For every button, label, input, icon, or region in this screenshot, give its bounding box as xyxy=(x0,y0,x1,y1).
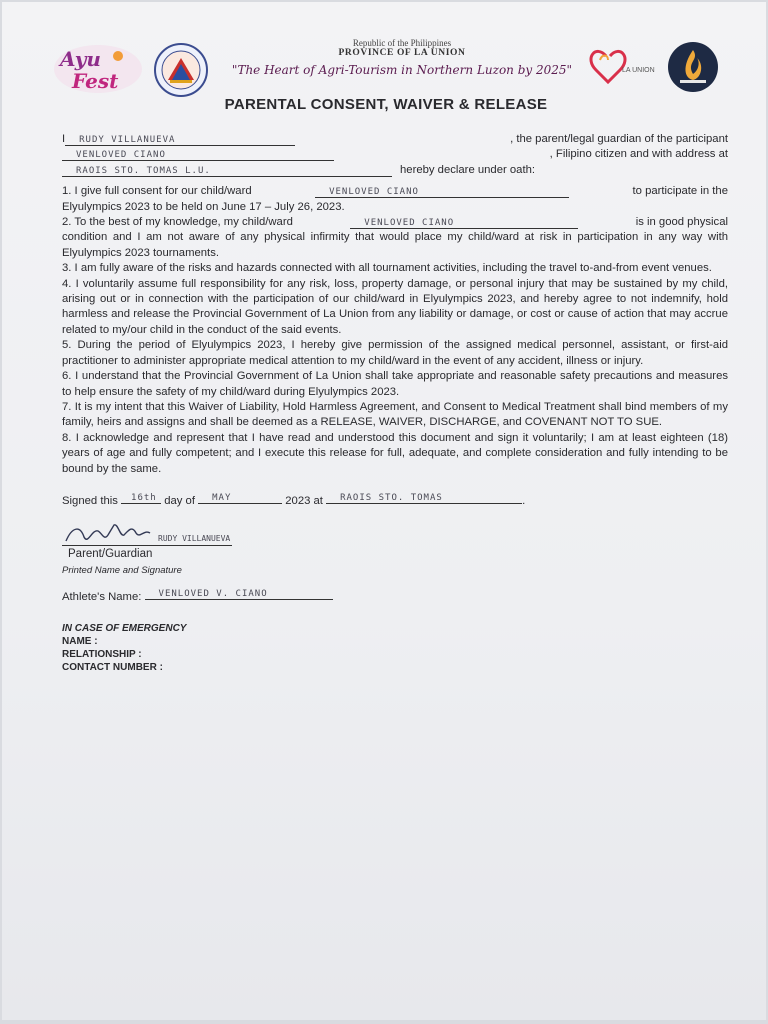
signed-year-label: 2023 at xyxy=(285,494,323,507)
document-title: PARENTAL CONSENT, WAIVER & RELEASE xyxy=(224,96,548,113)
tagline: "The Heart of Agri-Tourism in Northern Luzon by 2025" xyxy=(231,63,573,77)
parent-name-field: RUDY VILLANUEVA xyxy=(65,133,295,146)
athlete-name-label: Athlete's Name: xyxy=(62,591,142,604)
intro-the-parent: , the parent/legal guardian of the participant xyxy=(510,133,728,145)
athlete-name-field: VENLOVED V. CIANO xyxy=(145,587,333,600)
item-1-text-a: 1. I give full consent for our child/ward xyxy=(62,185,252,198)
item-2-text-a: 2. To the best of my knowledge, my child/ward xyxy=(62,216,293,229)
item-6: 6. I understand that the Provincial Government of La Union shall take appropriate and reasonable safety precautions and measures to help ensure the safety of my child/ward during Elyulympics 2023. xyxy=(62,370,728,398)
item-1-name-field: VENLOVED CIANO xyxy=(315,185,569,198)
item-7: 7. It is my intent that this Waiver of Liability, Hold Harmless Agreement, and Consent to Medical Treatment shall bind members of my family, heirs and assigns and shall be deemed as a RELEASE, WAIVER, DISCHARGE, and COVENANT NOT TO SUE. xyxy=(62,400,728,429)
parent-guardian-label: Parent/Guardian xyxy=(68,548,153,561)
intro-line-3 xyxy=(62,163,728,178)
signed-day-of-label: day of xyxy=(164,494,195,507)
item-2-text-c: condition and I am not aware of any physical infirmity that would place my child/ward at risk in participation in any way with Elyulympics 2023 tournaments. xyxy=(62,231,728,259)
signed-month-field: MAY xyxy=(198,491,282,504)
signature-written-name: RUDY VILLANUEVA xyxy=(158,534,231,544)
item-5: 5. During the period of Elyulympics 2023, I hereby give permission of the assigned medical personnel, assistant, or first-aid practitioner to administer appropriate medical attention to my child/ward in the event of any accident, illness or injury. xyxy=(62,339,728,367)
item-2-name-field: VENLOVED CIANO xyxy=(350,216,578,229)
item-2-line xyxy=(62,215,728,230)
item-3: 3. I am fully aware of the risks and hazards connected with all tournament activities, including the travel to-and-from event venues. xyxy=(62,262,712,275)
svg-text:Fest: Fest xyxy=(72,69,119,93)
signed-day-field: 16th xyxy=(121,491,161,504)
letterhead xyxy=(222,38,582,77)
item-4: 4. I voluntarily assume full responsibility for any risk, loss, property damage, or personal injury that may be sustained by my child, arising out or in connection with the participation of our child/ward in Elyulympics 2023, and hereby agree to not indemnify, hold harmless and release the Provincial Government of La Union from any liability or damage, or cost or cause of action that may accrue related to my/our child in the conduct of the said events. xyxy=(62,277,728,336)
intro-line-2 xyxy=(62,147,728,162)
signed-this-label: Signed this xyxy=(62,494,118,507)
signed-period: . xyxy=(522,494,526,507)
emergency-name-label: NAME : xyxy=(62,635,98,647)
printed-name-label: Printed Name and Signature xyxy=(62,565,182,577)
flame-emblem-icon xyxy=(666,40,720,94)
intro-oath: hereby declare under oath: xyxy=(400,163,536,176)
emergency-relationship-label: RELATIONSHIP : xyxy=(62,648,142,660)
item-1-text-c: Elyulympics 2023 to be held on June 17 – July 26, 2023. xyxy=(62,200,345,213)
republic-line: Republic of the Philippines xyxy=(352,38,452,48)
emergency-heading: IN CASE OF EMERGENCY xyxy=(62,622,187,634)
address-field: RAOIS STO. TOMAS L.U. xyxy=(62,164,392,177)
signed-line xyxy=(62,491,728,509)
festival-logo xyxy=(52,42,144,96)
la-union-logo-text: LA UNION xyxy=(622,67,655,74)
participant-field: VENLOVED CIANO xyxy=(62,148,334,161)
item-8: 8. I acknowledge and represent that I have read and understood this document and sign it voluntarily; I am at least eighteen (18) years of age and fully competent; and I execute this release for full, adequate, and complete consideration and fully intending to be bound by the same. xyxy=(62,431,728,475)
document-body xyxy=(62,132,728,674)
intro-filipino: , Filipino citizen and with address at xyxy=(549,148,728,161)
la-union-heart-logo xyxy=(586,42,660,92)
signed-place-field: RAOIS STO. TOMAS xyxy=(326,491,522,504)
intro-i: I xyxy=(62,133,66,145)
province-line: PROVINCE OF LA UNION xyxy=(338,48,466,58)
svg-text:Ayu: Ayu xyxy=(60,47,101,71)
signature-block xyxy=(62,519,728,577)
item-2-text-b: is in good physical xyxy=(635,216,728,229)
athlete-line xyxy=(62,587,728,605)
item-1-line xyxy=(62,184,728,199)
emergency-section xyxy=(62,622,728,674)
item-1-text-b: to participate in the xyxy=(632,185,728,198)
emergency-contact-label: CONTACT NUMBER : xyxy=(62,661,163,673)
provincial-seal-icon xyxy=(150,42,212,98)
signature-line xyxy=(62,545,232,546)
document-page xyxy=(2,2,766,1020)
intro-line-1 xyxy=(62,132,728,147)
signature-scribble xyxy=(62,519,232,547)
